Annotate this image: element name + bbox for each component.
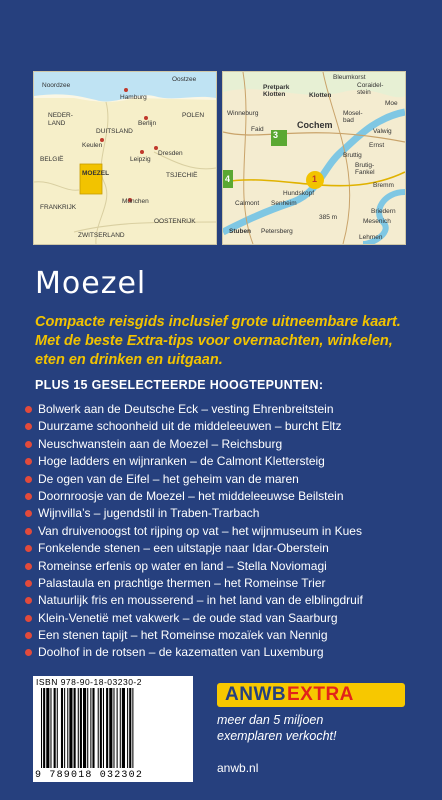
intro-text [35,313,405,370]
bullet-icon [25,406,32,413]
map-label: Valwig [373,128,392,135]
map-label: Calmont [235,200,260,207]
list-item [25,488,435,505]
barcode-bars [33,688,193,770]
map-label: Stuben [229,228,252,235]
bullet-icon [25,597,32,604]
bullet-icon [25,476,32,483]
map-label: Dresden [158,150,183,157]
map-marker: 4 [225,174,231,184]
map-label: Bleumkorst [333,74,366,81]
list-item [25,453,435,470]
bullet-icon [25,493,32,500]
map-marker: 3 [273,130,279,140]
list-item [25,592,435,609]
bullet-icon [25,441,32,448]
list-item-text: Hoge ladders en wijnranken – de Calmont Klettersteig [38,454,325,469]
map-label: Leipzig [130,156,151,163]
list-item-text: Duurzame schoonheid uit de middeleeuwen – burcht Eltz [38,419,342,434]
page-title: Moezel [35,266,147,301]
list-item-text: Neuschwanstein aan de Moezel – Reichsburg [38,436,283,451]
bullet-icon [25,510,32,517]
sales-line: exemplaren verkocht! [217,729,337,743]
intro-line: Met de beste Extra-tips voor overnachten, winkelen, [35,333,393,349]
bullet-icon [25,528,32,535]
list-item [25,505,435,522]
map-label: Hundskopf [283,190,315,197]
map-label: Mosel-bad [343,110,363,124]
bullet-icon [25,580,32,587]
list-item-text: Fonkelende stenen – een uitstapje naar Idar-Oberstein [38,541,329,556]
sales-line: meer dan 5 miljoen [217,713,324,727]
map-label: DUITSLAND [96,128,133,135]
list-item [25,644,435,661]
list-item-text: Doornroosje van de Moezel – het middeleeuwse Beilstein [38,488,344,503]
map-marker: 1 [312,174,318,184]
map-label: Ernst [369,142,385,149]
list-item [25,610,435,627]
map-label: NEDER-LAND [48,112,73,127]
map-label: ZWITSERLAND [78,232,125,239]
barcode-number: 9 789018 032302 [35,770,144,781]
map-label: Keulen [82,142,103,149]
anwb-extra-logo [217,683,405,707]
bullet-icon [25,649,32,656]
map-label: POLEN [182,112,205,119]
map-label: Berlijn [138,120,157,127]
map-label: Lehmen [359,234,383,241]
map-label: Cochem [297,120,333,130]
list-item-text: Van druivenoogst tot rijping op vat – het wijnmuseum in Kues [38,523,362,538]
map-label: BELGIË [40,156,64,163]
bullet-icon [25,458,32,465]
bullet-icon [25,423,32,430]
list-item-text: Palastaula en prachtige thermen – het Romeinse Trier [38,575,326,590]
list-item-text: Een stenen tapijt – het Romeinse mozaïek van Nennig [38,628,328,643]
map-label: Petersberg [261,228,293,235]
map-label: Brutig-Fankel [355,162,375,176]
map-label: TSJECHIË [166,172,198,179]
map-label: Moe [385,100,398,107]
intro-line: eten en drinken en uitgaan. [35,352,223,368]
map-label: Bremm [373,182,394,189]
barcode [33,676,193,782]
list-item [25,575,435,592]
intro-line: Compacte reisgids inclusief grote uitneembare kaart. [35,314,401,330]
bullet-icon [25,615,32,622]
list-item-text: Wijnvilla’s – jugendstil in Traben-Trarbach [38,506,260,521]
map-label: Senheim [271,200,297,207]
list-item [25,627,435,644]
map-label: FRANKRIJK [40,204,77,211]
map-label: Faid [251,126,264,133]
list-item [25,418,435,435]
list-item [25,558,435,575]
map-label: Klotten [309,92,332,99]
website-link[interactable]: anwb.nl [217,761,259,775]
map-label: Oostzee [172,76,197,83]
highlights-heading: PLUS 15 GESELECTEERDE HOOGTEPUNTEN: [35,378,324,392]
bullet-icon [25,632,32,639]
map-label: Coraidel-stein [357,82,384,96]
map-label: Winneburg [227,110,259,117]
map-label: Hamburg [120,94,147,101]
list-item-text: Klein-Venetië met vakwerk – de oude stad van Saarburg [38,610,338,625]
logo-extra-text: EXTRA [287,684,354,705]
isbn-label: ISBN 978-90-18-03230-2 [36,677,142,687]
detail-map [222,71,406,245]
map-label: 385 m [319,214,338,221]
map-label: MOEZEL [82,170,110,177]
list-item-text: Bolwerk aan de Deutsche Eck – vesting Ehrenbreitstein [38,402,334,416]
map-label: OOSTENRIJK [154,218,196,225]
sales-claim [217,712,417,744]
bullet-icon [25,563,32,570]
list-item [25,540,435,557]
list-item-text: De ogen van de Eifel – het geheim van de maren [38,471,299,486]
list-item-text: Doolhof in de rotsen – de kazematten van Luxemburg [38,645,324,660]
map-label: Noordzee [42,82,71,89]
logo-anwb-text: ANWB [225,684,287,705]
bullet-icon [25,545,32,552]
highlights-list [25,401,435,662]
map-label: München [122,198,149,205]
overview-map [33,71,217,245]
list-item [25,471,435,488]
list-item [25,523,435,540]
list-item [25,401,435,418]
map-label: Mesenich [363,218,391,225]
list-item-text: Natuurlijk fris en mousserend – in het land van de elblingdruif [38,593,363,608]
map-label: Pretpark Klotten [263,84,290,98]
list-item-text: Romeinse erfenis op water en land – Stella Noviomagi [38,558,327,573]
map-label: Briedern [371,208,396,215]
map-label: Bruttig [343,152,362,159]
list-item [25,436,435,453]
